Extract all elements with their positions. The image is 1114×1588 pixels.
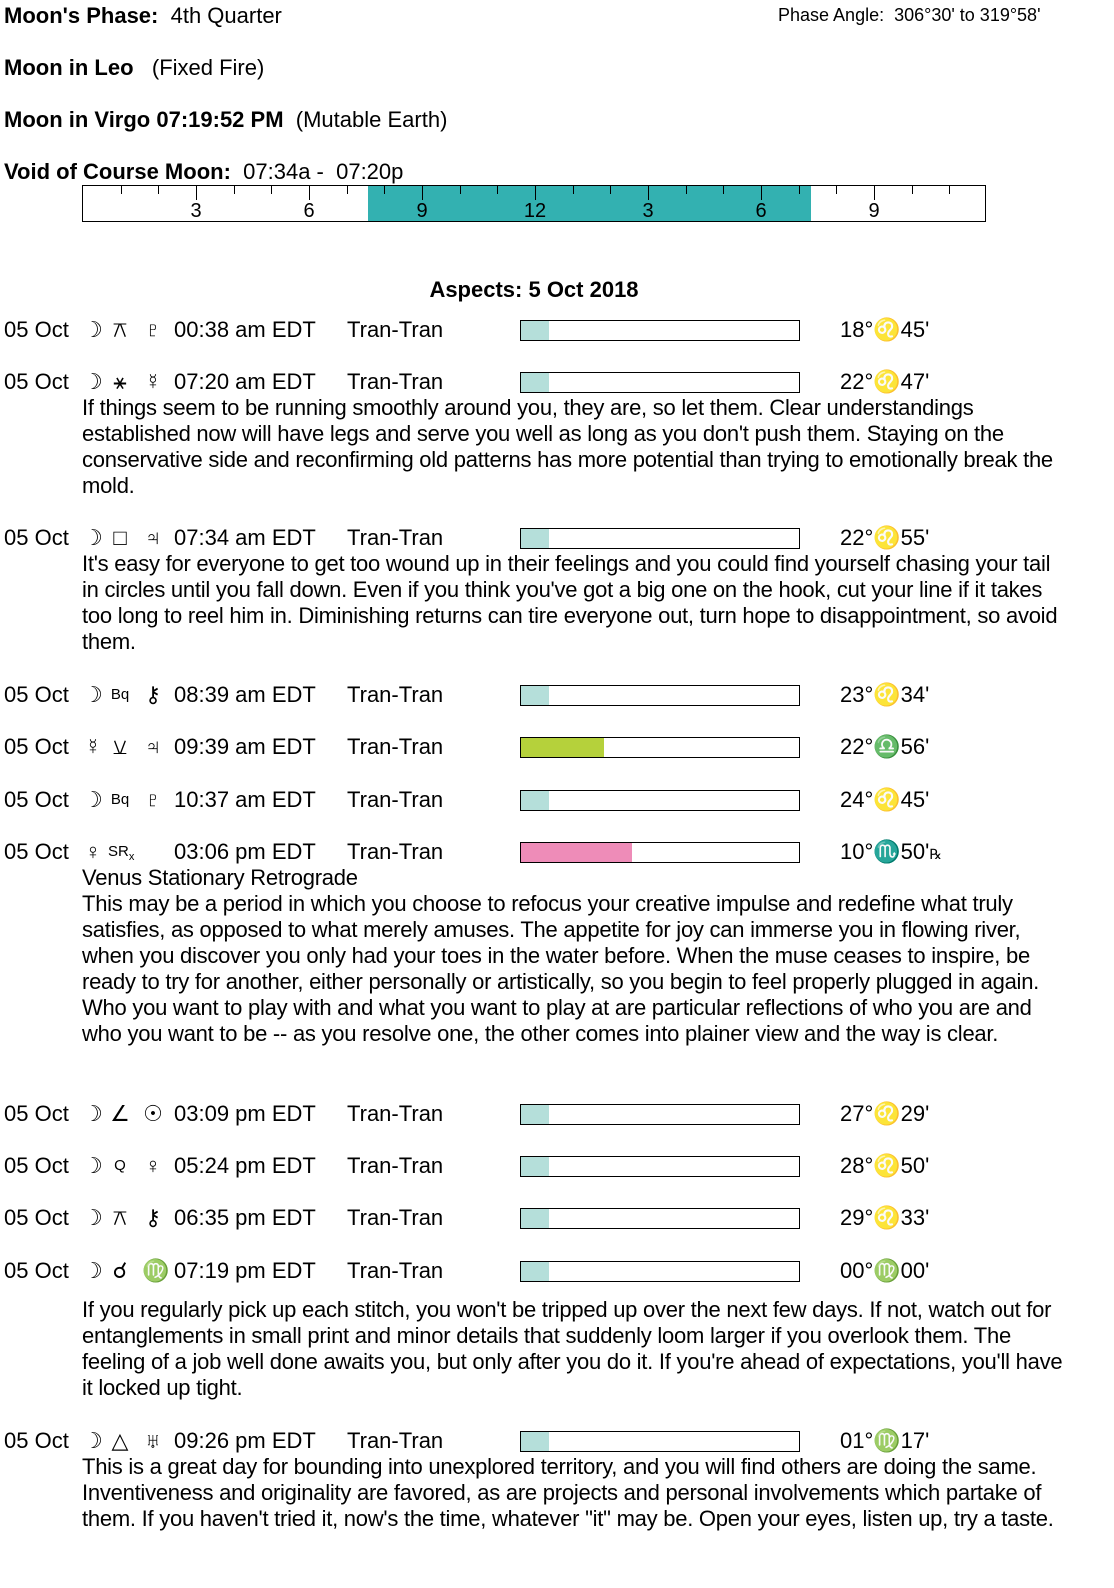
aspect-glyph-icon [108,1152,132,1180]
aspect-strength-fill [521,529,549,548]
timeline-tick [610,186,611,194]
timeline-tick [836,186,837,194]
void-of-course [4,159,403,185]
aspect-position-text: 27°♌29' [840,1101,930,1126]
planet-glyph-icon: ☽ [83,525,103,550]
aspect-strength-fill [521,1262,549,1281]
aspect-position-text: 22°♎56' [840,734,930,759]
aspect-kind: Tran-Tran [347,1428,444,1453]
aspect-strength-bar [520,790,800,811]
aspect-strength-fill [521,791,549,810]
void-of-course-timeline [82,185,986,222]
aspect-position [840,1427,929,1455]
aspect-glyph-icon [108,1257,132,1285]
aspect-kind: Tran-Tran [347,1153,444,1178]
aspect-position [840,524,929,552]
planet-glyph-icon: ♃ [144,734,162,759]
aspect-glyph-icon [108,681,132,709]
aspect-position-text: 24°♌45' [840,787,930,812]
aspect-glyph-icon [108,524,132,552]
aspect-date: 05 Oct [4,787,69,812]
planet-glyph-icon: ☽ [83,1258,103,1283]
timeline-tick [535,186,536,200]
aspect-position-text: 29°♌33' [840,1205,930,1230]
phase-angle-label: Phase Angle: [778,5,885,25]
timeline-tick [497,186,498,194]
aspect-position [840,681,929,709]
moon-phase [4,3,282,29]
aspect-time: 00:38 am EDT [174,317,316,342]
aspect-glyph-text: Q [114,1157,126,1174]
aspect-glyph-text: SR [108,843,129,860]
void-of-course-fill [368,186,811,221]
aspect-strength-fill [521,373,549,392]
phase-angle-value: 306°30' to 319°58' [894,5,1041,25]
aspect-time: 10:37 am EDT [174,787,316,812]
moon-sign-leo [4,55,264,81]
timeline-hour-label: 3 [190,200,202,222]
aspect-strength-fill [521,738,604,757]
timeline-hour-label: 6 [303,200,315,222]
planet-glyph-icon: ♀ [144,1153,162,1178]
moon-sign-virgo [4,107,447,133]
aspect-strength-fill [521,1157,549,1176]
timeline-tick [460,186,461,194]
aspect-date: 05 Oct [4,1153,69,1178]
aspect-glyph-text: ⚻ [112,1205,128,1230]
aspect-glyph-icon [108,316,132,344]
moon-sign-virgo-note: (Mutable Earth) [295,107,448,132]
aspect-interpretation [82,1454,1072,1532]
timeline-tick [723,186,724,194]
timeline-tick [309,186,310,200]
timeline-tick [912,186,913,194]
aspect-glyph-text: ⚹ [113,369,127,394]
aspect-kind: Tran-Tran [347,734,444,759]
aspect-position [840,1257,929,1285]
planet-glyph-icon: ☽ [83,317,103,342]
aspect-date: 05 Oct [4,369,69,394]
timeline-tick [234,186,235,194]
aspect-kind: Tran-Tran [347,839,444,864]
void-of-course-value: 07:34a - 07:20p [243,159,404,184]
timeline-tick [158,186,159,194]
aspect-kind: Tran-Tran [347,682,444,707]
aspect-glyph-text: ⚻ [112,317,128,342]
planet-glyph-icon: ☽ [83,1428,103,1453]
timeline-tick [761,186,762,200]
aspect-position-text: 22°♌47' [840,369,930,394]
aspect-kind: Tran-Tran [347,1258,444,1283]
aspect-glyph-text: Bq [110,686,130,703]
aspect-time: 09:39 am EDT [174,734,316,759]
aspect-interpretation-text: If you regularly pick up each stitch, you won't be tripped up over the next few days. If not, watch out for entanglements in small print and minor details that suddenly loom larger if you overlook them. The feeling of a job well done awaits you, but only after you do it. If you're ahead of expectations, you'll have it locked up tight. [82,1297,1063,1400]
aspect-date: 05 Oct [4,1258,69,1283]
planet-glyph-icon: ☽ [83,787,103,812]
aspect-strength-fill [521,1209,549,1228]
timeline-tick [196,186,197,200]
planet-glyph-icon: ♃ [144,525,162,550]
aspect-strength-bar [520,737,800,758]
aspect-interpretation-text: It's easy for everyone to get too wound up in their feelings and you could find yourself chasing your tail in circles until you fall down. Even if you think you've got a big one on the hook, cut your line if it takes too long to reel him in. Diminishing returns can tire everyone out, turn hope to disappointment, so avoid them. [82,551,1058,654]
timeline-tick [384,186,385,194]
aspect-strength-bar [520,1431,800,1452]
aspect-strength-bar [520,320,800,341]
timeline-tick [271,186,272,194]
aspect-time: 03:06 pm EDT [174,839,316,864]
aspect-strength-bar [520,685,800,706]
aspect-position [840,316,929,344]
aspect-kind: Tran-Tran [347,1205,444,1230]
planet-glyph-icon: ☽ [83,369,103,394]
aspect-subtitle: Venus Stationary Retrograde [82,865,358,890]
aspect-strength-fill [521,1105,549,1124]
aspect-interpretation [82,865,1072,1047]
aspect-position-text: 23°♌34' [840,682,930,707]
timeline-tick [799,186,800,194]
planet-glyph-icon: ♅ [144,1428,162,1453]
void-of-course-label: Void of Course Moon: [4,159,231,184]
timeline-hour-label: 9 [416,200,428,222]
aspect-position [840,786,929,814]
planet-glyph-icon: ♀ [84,839,102,864]
aspect-position [840,838,942,868]
timeline-hour-label: 9 [868,200,880,222]
planet-glyph-icon: ♇ [144,787,162,812]
planet-glyph-icon: ☿ [144,369,162,394]
aspect-glyph-icon [108,786,132,814]
aspect-glyph-icon [108,1204,132,1232]
aspect-kind: Tran-Tran [347,787,444,812]
moon-phase-label: Moon's Phase: [4,3,159,28]
aspect-kind: Tran-Tran [347,317,444,342]
aspect-strength-bar [520,1261,800,1282]
aspect-position-text: 10°♏50' [840,839,930,864]
aspect-time: 05:24 pm EDT [174,1153,316,1178]
timeline-hour-label: 6 [755,200,767,222]
aspect-time: 09:26 pm EDT [174,1428,316,1453]
planet-glyph-icon: ⚷ [144,682,162,707]
aspect-interpretation [82,395,1072,499]
aspect-position-text: 18°♌45' [840,317,930,342]
timeline-tick [686,186,687,194]
aspect-strength-bar [520,1156,800,1177]
aspect-position-text: 22°♌55' [840,525,930,550]
aspect-date: 05 Oct [4,1428,69,1453]
phase-angle [778,4,1041,26]
aspect-time: 07:34 am EDT [174,525,316,550]
aspect-position [840,1152,929,1180]
aspect-date: 05 Oct [4,734,69,759]
aspect-strength-fill [521,686,549,705]
planet-glyph-icon: ♍ [142,1258,170,1283]
aspect-glyph-sub: x [128,851,135,863]
timeline-tick [121,186,122,194]
timeline-tick [874,186,875,200]
timeline-tick [573,186,574,194]
aspect-strength-bar [520,372,800,393]
aspect-glyph-text: □ [113,525,127,550]
aspect-glyph-icon [108,1427,132,1455]
aspect-position [840,1100,929,1128]
aspect-date: 05 Oct [4,525,69,550]
aspect-position-text: 00°♍00' [840,1258,930,1283]
aspect-date: 05 Oct [4,682,69,707]
aspect-strength-fill [521,321,549,340]
aspect-time: 07:19 pm EDT [174,1258,316,1283]
planet-glyph-icon: ☉ [143,1101,163,1126]
aspect-interpretation-text: If things seem to be running smoothly around you, they are, so let them. Clear understandings established now will have legs and serve you well as long as you don't push them. Staying on the conservative side and reconfirming old patterns has more potential than trying to emotionally break the mold. [82,395,1053,498]
aspect-glyph-text: ⚺ [112,734,128,759]
aspect-glyph-text: ∠ [110,1101,130,1126]
aspect-date: 05 Oct [4,1101,69,1126]
aspect-strength-bar [520,842,800,863]
timeline-hour-label: 3 [642,200,654,222]
timeline-hour-label: 12 [523,200,547,222]
aspect-kind: Tran-Tran [347,525,444,550]
aspect-glyph-text: Bq [110,791,130,808]
planet-glyph-icon: ⚷ [144,1205,162,1230]
aspect-interpretation-text: This is a great day for bounding into unexplored territory, and you will find others are doing the same. Inventiveness and originality are favored, as are projects and personal involvements which partake of them. If you haven't tried it, now's the time, whatever "it" may be. Open your eyes, listen up, try a taste. [82,1454,1054,1531]
moon-sign-virgo-label: Moon in Virgo 07:19:52 PM [4,107,284,132]
aspect-strength-bar [520,1208,800,1229]
aspect-strength-fill [521,843,632,862]
aspect-strength-bar [520,528,800,549]
aspect-date: 05 Oct [4,317,69,342]
moon-sign-leo-note: (Fixed Fire) [151,55,265,80]
aspect-glyph-icon [108,733,132,761]
aspect-glyph-icon [108,1100,132,1128]
aspect-interpretation [82,551,1072,655]
timeline-tick [422,186,423,200]
aspect-glyph-text: △ [111,1428,129,1453]
aspect-position [840,368,929,396]
aspect-glyph-text: ☌ [112,1258,128,1283]
aspects-title: Aspects: 5 Oct 2018 [429,277,639,302]
aspect-date: 05 Oct [4,839,69,864]
planet-glyph-icon: ☽ [83,1153,103,1178]
aspect-time: 08:39 am EDT [174,682,316,707]
timeline-tick [648,186,649,200]
aspect-position-text: 28°♌50' [840,1153,930,1178]
planet-glyph-icon: ♇ [144,317,162,342]
aspect-date: 05 Oct [4,1205,69,1230]
retrograde-icon: ℞ [929,846,942,862]
aspect-time: 06:35 pm EDT [174,1205,316,1230]
aspect-glyph-icon [108,368,132,396]
planet-glyph-icon: ☿ [84,734,102,759]
aspect-position [840,1204,929,1232]
aspect-interpretation [82,1297,1072,1401]
planet-glyph-icon: ☽ [83,682,103,707]
aspect-strength-bar [520,1104,800,1125]
aspect-time: 03:09 pm EDT [174,1101,316,1126]
aspect-strength-fill [521,1432,549,1451]
aspect-kind: Tran-Tran [347,1101,444,1126]
planet-glyph-icon: ☽ [83,1205,103,1230]
moon-phase-value: 4th Quarter [170,3,282,28]
timeline-tick [347,186,348,194]
aspect-position [840,733,929,761]
moon-sign-leo-label: Moon in Leo [4,55,134,80]
aspect-position-text: 01°♍17' [840,1428,930,1453]
aspect-interpretation-text: This may be a period in which you choose to refocus your creative impulse and redefine what truly satisfies, as opposed to what merely amuses. The appetite for joy can immerse you in flowing river, when you discover you only had your toes in the water before. When the muse ceases to inspire, be ready to try for another, either personally or artistically, so you begin to feel properly plugged in again. Who you want to play with and what you want to play at are particular reflections of who you are and who you want to be -- as you resolve one, the other comes into plainer view and the way is clear. [82,891,1040,1046]
timeline-tick [949,186,950,194]
aspect-kind: Tran-Tran [347,369,444,394]
planet-glyph-icon: ☽ [83,1101,103,1126]
aspect-time: 07:20 am EDT [174,369,316,394]
